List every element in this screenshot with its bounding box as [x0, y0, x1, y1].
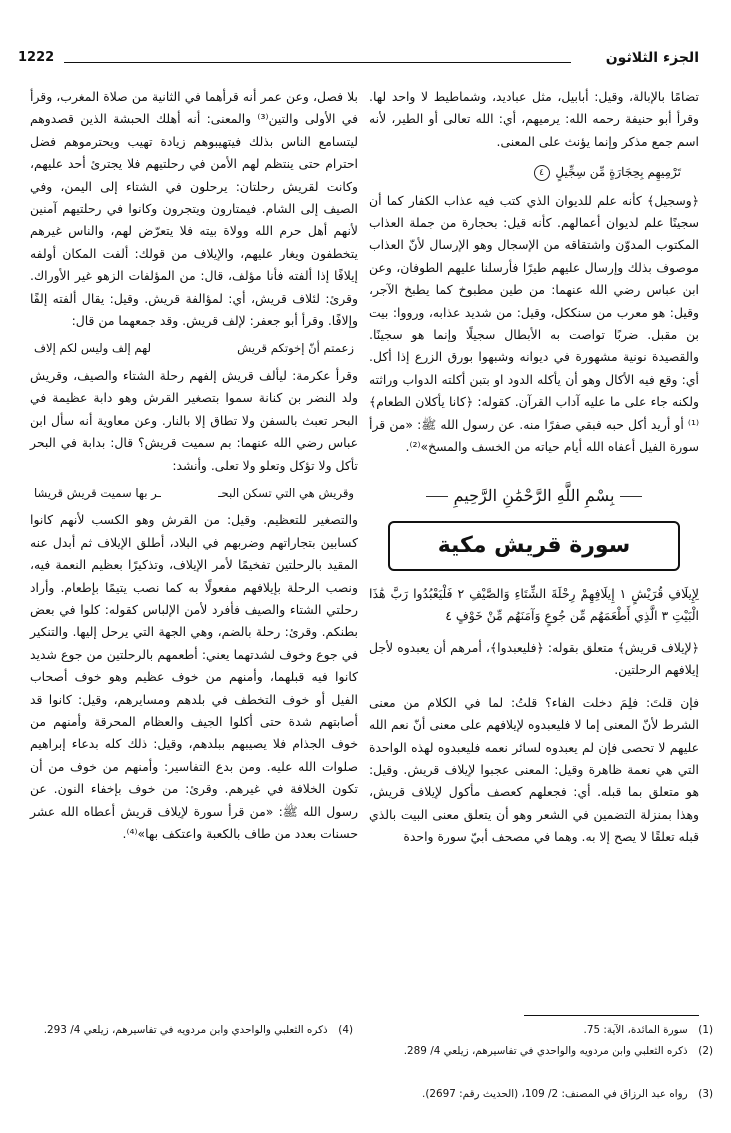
footnote-text: رواه عبد الرزاق في المصنف: 2/ 109، (الحديث رقم: 2697). [422, 1088, 688, 1100]
paragraph: ﴿لإيلاف قريش﴾ متعلق بقوله: ﴿فليعبدوا﴾، أمرهم أن يعبدوه لأجل إيلافهم الرحلتين. [369, 639, 699, 678]
footnote-number: (4) [338, 1024, 353, 1036]
quran-verse-4 [369, 161, 699, 183]
ornament-line [426, 496, 448, 497]
paragraph: بلا فصل، وعن عمر أنه قرأهما في الثانية من صلاة المغرب، وقرأ في الأولى والتين⁽³⁾ والمعنى: أنه أهلك الحبشة الذين قصدوهم ليتسامع الناس بذلك فيتهيبوهم زيادة تهيب ويحترموهم فضل احترام حتى ينتظم لهم الأمن في رحلتيهم فلا يجترئ أحد عليهم، وكانت لقريش رحلتان: يرحلون في الشتاء إلى اليمن، وفي الصيف إلى الشام. فيمتارون ويتجرون وكانوا في رحلتيهم آمنين لأنهم أهل حرم الله وولاة بيته فلا يتعرّض لهم، والناس غيرهم يتخطفون ويغار عليهم، والإيلاف من قولك: ألفت المكان أولفه إيلافًا إذا ألفته فأنا مؤلف، قال: من المؤلفات الزهو غير الأوراك. وقرئ: لئلاف قريش، أي: لمؤالفة قريش. وقيل: يقال ألفته إلفًا وإلافًا. وقرأ أبو جعفر: لإلف قريش. وقد جمعهما من قال: [30, 89, 358, 329]
footnote [391, 1086, 713, 1103]
poem-verse [30, 337, 358, 359]
part-title: الجزء الثلاثون [605, 50, 699, 66]
basmala [369, 485, 699, 507]
footnote-text: سورة المائدة، الآية: 75. [583, 1024, 688, 1036]
paragraph: فإن قلتَ: فلِمَ دخلت الفاء؟ قلتُ: لما في الكلام من معنى الشرط لأنّ المعنى إما لا فليعبدوه لإيلافهم على معنى أنّ نعم الله عليهم لا تحصى فإن لم يعبدوه لسائر نعمه فليعبدوه لهذه الواحدة التي هي نعمة ظاهرة وقيل: المعنى عجبوا لإيلاف قريش. وقيل: هو متعلق بما قبله. أي: فجعلهم كعصف مأكول لإيلاف قريش، وهذا بمنزلة التضمين في الشعر وهو أن يتعلق معنى البيت بالذي قبله تعلقًا لا يصح إلا به. وهما في مصحف أبيّ سورة واحدة [369, 694, 699, 845]
footnote-rule [524, 1015, 699, 1016]
verse-text: تَرْمِيهِم بِحِجَارَةٍ مِّن سِجِّيلٍ [555, 165, 681, 180]
hemistich-first: زعمتم أنّ إخوتكم قريش [237, 341, 354, 356]
paragraph: تضامًا بالإبالة، وقيل: أبابيل، مثل عباديد، وشماطيط لا واحد لها. وقرأ أبو حنيفة رحمه الله: يرميهم، أي: الله تعالى أو الطير، لأنه اسم جمع مذكر وإنما يؤنث على المعنى. [369, 89, 699, 149]
page-number: 1222 [18, 50, 55, 65]
hemistich-second: ـر بها سميت قريش قريشا [34, 485, 161, 500]
paragraph: والتصغير للتعظيم. وقيل: من القرش وهو الكسب لأنهم كانوا كسابين بتجاراتهم وضربهم في البلاد، أطلق الإيلاف ثم أبدل عنه المقيد بالرحلتين تفخيمًا لأمر الإيلاف، وتذكيرًا بعظيم النعمة فيه، ونصب الرحلة بإيلافهم مفعولًا به كما نصب يتيمًا بإطعام. وأراد رحلتي الشتاء والصيف فأفرد لأمن الإلباس كقوله: كلوا في بعض بطنكم. وقرئ: رحلة بالضم، وهي الجهة التي يرحل إليها. والتنكير في جوع وخوف لشدتهما يعني: أطعمهم بالرحلتين من جوع شديد كانوا فيه قبلهما، وأمنهم من خوف عظيم وهو خوف أصحاب الفيل أو خوف التخطف في بلدهم ومسايرهم، وقيل: كانوا قد أصابتهم شدة حتى أكلوا الجيف والعظام المحرقة وأمنهم من خوف الجذام فلا يصيبهم ببلدهم، وقيل: ذلك كله بدعاء إبراهيم صلوات الله عليه. ومن بدع التفاسير: وأمنهم من خوف من أن تكون الخلافة في غيرهم. وقرئ: من خوف بإخفاء النون. عن رسول الله ﷺ: «من قرأ سورة لإيلاف قريش أعطاه الله عشر حسنات بعدد من طاف بالكعبة واعتكف بها»⁽⁴⁾. [30, 512, 358, 841]
footnote-number: (3) [698, 1088, 713, 1100]
hemistich-first: وقريش هي التي تسكن البحـ [218, 485, 354, 500]
left-column [30, 86, 358, 845]
ornament-line [620, 496, 642, 497]
running-header [18, 50, 699, 72]
footnote-number: (1) [698, 1024, 713, 1036]
footnote [13, 1022, 353, 1039]
surah-title-box [388, 521, 680, 571]
paragraph: وقرأ عكرمة: ليألف قريش إلفهم رحلة الشتاء والصيف، وقريش ولد النضر بن كنانة سموا بتصغير القرش وهو دابة عظيمة في البحر تعبث بالسفن ولا تطاق إلا بالنار. وعن معاوية أنه سأل ابن عباس رضي الله عنهما: بم سميت قريش؟ قال: بدابة في البحر تأكل ولا تؤكل وتعلو ولا تعلى. وأنشد: [30, 367, 358, 473]
paragraph: ﴿وسجيل﴾ كأنه علم للديوان الذي كتب فيه عذاب الكفار كما أن سجينًا علم لديوان أعمالهم. كأنه قيل: بحجارة من جملة العذاب المكتوب المدوّن واشتقاقه من الإسجال وهو الإرسال لأنّ العذاب موصوف بذلك وإرسال عليهم طيرًا فأرسلنا عليهم الطوفان، وعن ابن عباس رضي الله عنهما: من طين مطبوخ كما يطبخ الآجر، وقيل: هو معرب من سنككل، وقيل: من شديد عذابه، ورووا: بيت بن مقبل. ضربًا تواصت به الأبطال سجيلًا وإنما هو سجينًا. والقصيدة نونية مشهورة في ديوانه وشبهوا بورق الزرع إذا أكل. أي: وقع فيه الأكال وهو أن يأكله الدود او بتبن أكلته الدواب وراثته ولكنه جاء على ما عليه آداب القرآن. كقوله: ﴿كانا يأكلان الطعام﴾⁽¹⁾ أو أريد أكل حبه فبقي صفرًا منه. عن رسول الله ﷺ: «من قرأ سورة الفيل أعفاه الله أيام حياته من الخسف والمسخ»⁽²⁾. [369, 192, 699, 455]
header-rule [64, 62, 571, 63]
right-column [369, 86, 699, 849]
footnote [391, 1022, 713, 1039]
hemistich-second: لهم إلف وليس لكم إلاف [34, 341, 152, 356]
ayah-marker: ٤ [534, 165, 550, 181]
surah-verses: لِإِيلَافِ قُرَيْشٍ ١ إِيلَافِهِمْ رِحْلَةَ الشِّتَاءِ وَالصَّيْفِ ٢ فَلْيَعْبُدُوا رَبَّ هَٰذَا الْبَيْتِ ٣ الَّذِي أَطْعَمَهُم مِّن جُوعٍ وَآمَنَهُم مِّنْ خَوْفٍ ٤ [369, 585, 699, 623]
surah-title: سورة قريش مكية [437, 532, 631, 558]
footnote-number: (2) [698, 1045, 713, 1057]
poem-verse [30, 482, 358, 504]
basmala-text: بِسْمِ اللَّهِ الرَّحْمَٰنِ الرَّحِيمِ [453, 485, 615, 505]
footnote-text: ذكره الثعلبي والواحدي وابن مردويه في تفاسيرهم، زيلعي 4/ 293. [43, 1024, 328, 1036]
footnote-text: ذكره الثعلبي وابن مردويه والواحدي في تفاسيرهم، زيلعي 4/ 289. [403, 1045, 688, 1057]
footnote [391, 1043, 713, 1060]
